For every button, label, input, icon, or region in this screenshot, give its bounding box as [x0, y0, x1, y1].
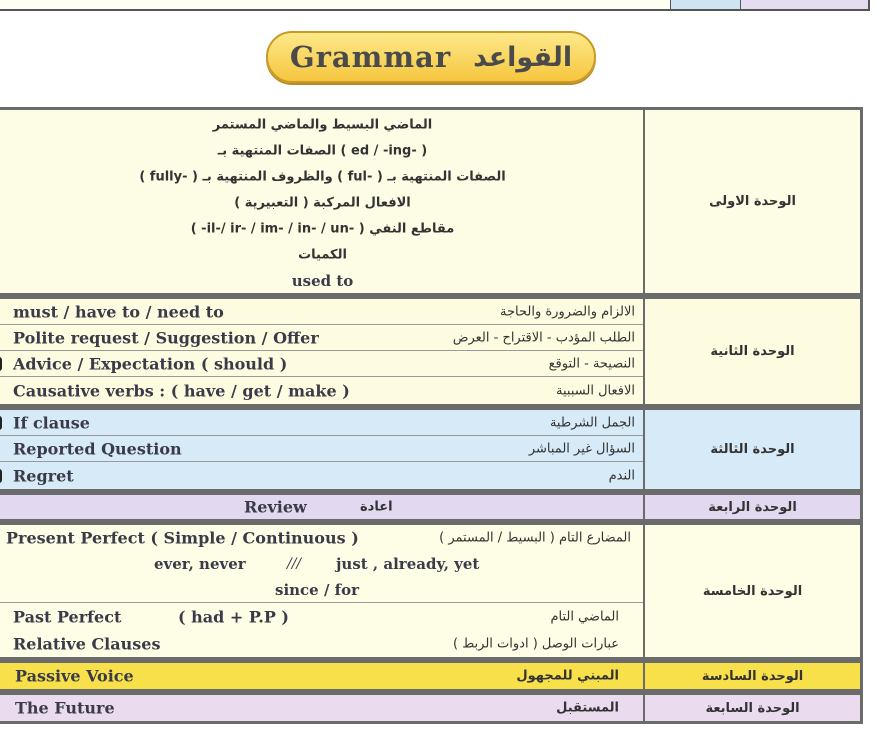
unit1-row — [0, 268, 645, 294]
title-arabic: القواعد — [473, 41, 573, 73]
unit2-row-english: must / have to / need to — [13, 302, 224, 321]
unit2-row-english: Advice / Expectation ( should ) — [13, 354, 288, 373]
unit3-content — [0, 410, 645, 489]
unit1-row-text: مقاطع النفي ( -il-/ ir- / im- / in- / un- ) — [190, 221, 455, 237]
unit5-row — [0, 603, 645, 630]
unit2-row-arabic: الافعال السببية — [556, 383, 635, 398]
unit7-arabic: المستقبل — [556, 700, 619, 716]
unit2-row-english: Polite request / Suggestion / Offer — [13, 328, 319, 347]
unit2-label: الوحدة الثانية — [643, 299, 860, 404]
unit7-english: The Future — [15, 698, 115, 718]
adverbs-ever-never: ever, never — [154, 555, 246, 573]
past-perfect-english: Past Perfect — [13, 607, 122, 626]
unit4-english: Review — [244, 497, 307, 517]
unit4-label: الوحدة الرابعة — [643, 495, 860, 519]
past-perfect-formula: ( had + P.P ) — [178, 607, 289, 626]
unit5-row — [0, 551, 645, 577]
unit6-content — [0, 663, 645, 689]
unit2-row — [0, 377, 645, 404]
bullet-mark — [0, 357, 2, 371]
top-strip-cell — [670, 0, 741, 11]
unit3-row — [0, 410, 645, 436]
relative-clauses-arabic: عبارات الوصل ( ادوات الربط ) — [453, 636, 619, 651]
unit1-row — [0, 190, 645, 216]
unit3-row-english: Regret — [13, 466, 74, 485]
unit3-row — [0, 436, 645, 462]
unit4-section — [0, 492, 863, 522]
unit1-row — [0, 138, 645, 164]
unit7-section — [0, 692, 863, 724]
since-for: since / for — [275, 580, 360, 599]
unit3-row-english: Reported Question — [13, 439, 182, 458]
unit1-row-text: الصفات المنتهية بـ ( -ful ) والظروف المنتهية بـ ( -fully ) — [139, 169, 506, 185]
unit2-row — [0, 351, 645, 377]
unit5-section — [0, 522, 863, 660]
unit5-content — [0, 525, 645, 657]
unit2-row-arabic: الالزام والضرورة والحاجة — [500, 304, 635, 319]
unit1-row-text: ( -ed / -ing ) الصفات المنتهية بـ — [217, 143, 428, 159]
title-english: Grammar — [289, 40, 452, 74]
unit2-row — [0, 325, 645, 351]
unit1-row — [0, 242, 645, 268]
unit5-row — [0, 630, 645, 657]
past-perfect-arabic: الماضي التام — [550, 609, 619, 624]
unit2-section — [0, 296, 863, 407]
adverbs-separator: /// — [287, 556, 302, 572]
unit6-section — [0, 660, 863, 692]
unit3-row-english: If clause — [13, 413, 90, 432]
unit5-label: الوحدة الخامسة — [643, 525, 860, 657]
unit1-row-text: الكميات — [298, 247, 347, 263]
top-remnant-strip — [0, 0, 895, 12]
unit3-section — [0, 407, 863, 492]
unit2-row-english: Causative verbs : ( have / get / make ) — [13, 381, 350, 400]
unit4-content — [0, 495, 645, 519]
unit6-label: الوحدة السادسة — [643, 663, 860, 689]
unit3-row-arabic: الندم — [608, 468, 635, 483]
unit4-arabic: اعادة — [360, 499, 393, 515]
unit3-label: الوحدة الثالثة — [643, 410, 860, 489]
unit1-row-text: الافعال المركبة ( التعبيرية ) — [234, 195, 411, 211]
unit1-content — [0, 110, 645, 293]
unit1-section — [0, 107, 863, 296]
unit7-label: الوحدة السابعة — [643, 695, 860, 721]
present-perfect-arabic: المضارع التام ( البسيط / المستمر ) — [439, 530, 631, 546]
top-strip-cell — [740, 0, 870, 11]
grammar-title-badge — [266, 31, 596, 83]
unit2-content — [0, 299, 645, 404]
unit7-content — [0, 695, 645, 721]
unit3-row-arabic: السؤال غير المباشر — [528, 441, 635, 456]
unit5-row — [0, 525, 645, 551]
unit1-label: الوحدة الاولى — [643, 110, 860, 293]
unit2-row-arabic: الطلب المؤدب - الاقتراح - العرض — [452, 330, 635, 345]
unit5-row — [0, 577, 645, 603]
unit1-row — [0, 112, 645, 138]
bullet-mark — [0, 416, 2, 430]
unit1-row — [0, 164, 645, 190]
unit3-row-arabic: الجمل الشرطية — [549, 415, 635, 430]
adverbs-just-already-yet: just , already, yet — [336, 555, 480, 573]
unit6-english: Passive Voice — [15, 666, 134, 686]
unit3-row — [0, 462, 645, 489]
top-strip-cell — [0, 0, 670, 11]
relative-clauses-english: Relative Clauses — [13, 634, 161, 653]
unit1-row — [0, 216, 645, 242]
unit2-row — [0, 299, 645, 325]
unit2-row-arabic: النصيحة - التوقع — [548, 356, 635, 371]
unit1-row-text: used to — [291, 272, 354, 290]
unit6-arabic: المبني للمجهول — [516, 668, 619, 684]
bullet-mark — [0, 469, 2, 483]
present-perfect-english: Present Perfect ( Simple / Continuous ) — [6, 528, 359, 548]
unit1-row-text: الماضي البسيط والماضي المستمر — [212, 117, 433, 133]
